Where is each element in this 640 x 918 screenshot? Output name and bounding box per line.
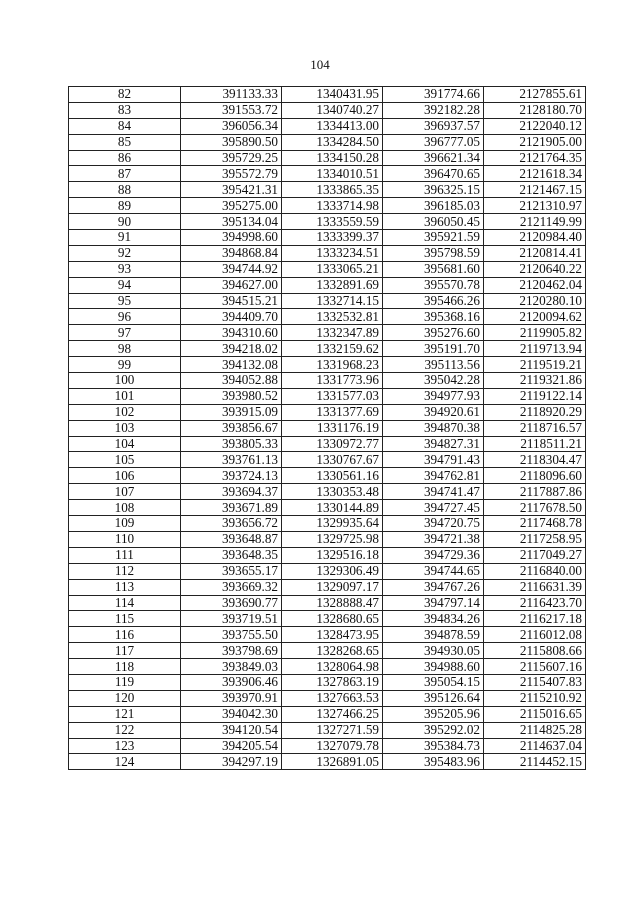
coordinate-cell: 1332159.62: [282, 341, 383, 357]
point-number-cell: 120: [69, 690, 181, 706]
coordinate-cell: 1329935.64: [282, 516, 383, 532]
table-row: [69, 531, 586, 547]
page-number: 104: [310, 57, 330, 72]
point-number-cell: 85: [69, 134, 181, 150]
table-row: [69, 595, 586, 611]
point-number-cell: 115: [69, 611, 181, 627]
point-number-cell: 103: [69, 420, 181, 436]
coordinate-cell: 394834.26: [383, 611, 484, 627]
coordinate-cell: 2122040.12: [484, 118, 586, 134]
table-row: [69, 611, 586, 627]
coordinate-cell: 2115808.66: [484, 643, 586, 659]
table-row: [69, 261, 586, 277]
table-row: [69, 468, 586, 484]
table-row: [69, 341, 586, 357]
coordinate-cell: 395384.73: [383, 738, 484, 754]
coordinate-cell: 1327663.53: [282, 690, 383, 706]
table-row: [69, 102, 586, 118]
point-number-cell: 117: [69, 643, 181, 659]
coordinate-cell: 1333234.51: [282, 245, 383, 261]
coordinate-cell: 1334010.51: [282, 166, 383, 182]
coordinate-cell: 393798.69: [181, 643, 282, 659]
table-row: [69, 547, 586, 563]
table-row: [69, 357, 586, 373]
coordinate-cell: 394920.61: [383, 404, 484, 420]
table-row: [69, 659, 586, 675]
coordinate-cell: 395570.78: [383, 277, 484, 293]
coordinate-cell: 2114825.28: [484, 722, 586, 738]
table-row: [69, 579, 586, 595]
coordinate-cell: 393805.33: [181, 436, 282, 452]
coordinate-cell: 1333714.98: [282, 198, 383, 214]
table-row: [69, 198, 586, 214]
coordinate-cell: 394988.60: [383, 659, 484, 675]
coordinate-cell: 1328064.98: [282, 659, 383, 675]
table-row: [69, 134, 586, 150]
coordinate-cell: 2116217.18: [484, 611, 586, 627]
coordinate-cell: 2118096.60: [484, 468, 586, 484]
coordinate-cell: 394762.81: [383, 468, 484, 484]
coordinate-cell: 2120640.22: [484, 261, 586, 277]
point-number-cell: 84: [69, 118, 181, 134]
coordinate-cell: 394741.47: [383, 484, 484, 500]
coordinate-cell: 2120094.62: [484, 309, 586, 325]
coordinate-cell: 2117887.86: [484, 484, 586, 500]
table-row: [69, 643, 586, 659]
table-row: [69, 388, 586, 404]
coordinate-cell: 393849.03: [181, 659, 282, 675]
point-number-cell: 118: [69, 659, 181, 675]
coordinate-cell: 2117468.78: [484, 516, 586, 532]
table-row: [69, 738, 586, 754]
coordinate-cell: 2121310.97: [484, 198, 586, 214]
coordinate-cell: 2114637.04: [484, 738, 586, 754]
coordinate-cell: 394310.60: [181, 325, 282, 341]
coordinate-cell: 2119905.82: [484, 325, 586, 341]
point-number-cell: 82: [69, 87, 181, 103]
point-number-cell: 110: [69, 531, 181, 547]
coordinate-cell: 2114452.15: [484, 754, 586, 770]
point-number-cell: 104: [69, 436, 181, 452]
coordinate-cell: 1340740.27: [282, 102, 383, 118]
coordinate-cell: 2118511.21: [484, 436, 586, 452]
coordinate-cell: 394868.84: [181, 245, 282, 261]
coordinate-cell: 1332891.69: [282, 277, 383, 293]
point-number-cell: 98: [69, 341, 181, 357]
coordinate-cell: 391553.72: [181, 102, 282, 118]
point-number-cell: 108: [69, 500, 181, 516]
table-row: [69, 325, 586, 341]
table-row: [69, 722, 586, 738]
coordinate-cell: 395276.60: [383, 325, 484, 341]
coordinate-cell: 393761.13: [181, 452, 282, 468]
coordinate-cell: 393906.46: [181, 674, 282, 690]
coordinate-cell: 1340431.95: [282, 87, 383, 103]
coordinate-cell: 1331377.69: [282, 404, 383, 420]
coordinate-cell: 1331773.96: [282, 373, 383, 389]
point-number-cell: 113: [69, 579, 181, 595]
coordinate-cell: 2115016.65: [484, 706, 586, 722]
coordinate-cell: 396621.34: [383, 150, 484, 166]
table-row: [69, 674, 586, 690]
coordinate-cell: 395042.28: [383, 373, 484, 389]
table-row: [69, 373, 586, 389]
point-number-cell: 87: [69, 166, 181, 182]
coordinate-cell: 2115210.92: [484, 690, 586, 706]
coordinate-cell: 394205.54: [181, 738, 282, 754]
coordinate-cell: 394297.19: [181, 754, 282, 770]
coordinate-cell: 1328680.65: [282, 611, 383, 627]
coordinate-cell: 394977.93: [383, 388, 484, 404]
table-row: [69, 500, 586, 516]
coordinate-cell: 393655.17: [181, 563, 282, 579]
coordinate-cell: 1329306.49: [282, 563, 383, 579]
coordinate-cell: 394515.21: [181, 293, 282, 309]
coordinate-cell: 2117049.27: [484, 547, 586, 563]
coordinate-cell: 394218.02: [181, 341, 282, 357]
coordinate-cell: 395126.64: [383, 690, 484, 706]
point-number-cell: 119: [69, 674, 181, 690]
table-row: [69, 245, 586, 261]
table-row: [69, 277, 586, 293]
table-row: [69, 690, 586, 706]
coordinate-cell: 393669.32: [181, 579, 282, 595]
coordinate-cell: 2117258.95: [484, 531, 586, 547]
coordinate-cell: 393719.51: [181, 611, 282, 627]
coordinate-cell: 396056.34: [181, 118, 282, 134]
coordinate-cell: 394721.38: [383, 531, 484, 547]
point-number-cell: 91: [69, 230, 181, 246]
coordinate-cell: 1329725.98: [282, 531, 383, 547]
coordinate-cell: 1327863.19: [282, 674, 383, 690]
coordinate-cell: 393970.91: [181, 690, 282, 706]
coordinate-cell: 396777.05: [383, 134, 484, 150]
coordinate-cell: 394729.36: [383, 547, 484, 563]
coordinate-cell: 1331577.03: [282, 388, 383, 404]
table-row: [69, 706, 586, 722]
coordinate-cell: 393690.77: [181, 595, 282, 611]
coordinate-cell: 1330767.67: [282, 452, 383, 468]
coordinate-cell: 395275.00: [181, 198, 282, 214]
table-row: [69, 309, 586, 325]
point-number-cell: 109: [69, 516, 181, 532]
coordinate-cell: 2118304.47: [484, 452, 586, 468]
coordinate-cell: 1330972.77: [282, 436, 383, 452]
coordinate-cell: 393980.52: [181, 388, 282, 404]
coordinate-cell: 1332532.81: [282, 309, 383, 325]
coordinate-cell: 1328473.95: [282, 627, 383, 643]
point-number-cell: 96: [69, 309, 181, 325]
table-row: [69, 452, 586, 468]
point-number-cell: 122: [69, 722, 181, 738]
coordinate-cell: 1334413.00: [282, 118, 383, 134]
point-number-cell: 124: [69, 754, 181, 770]
coordinate-cell: 394797.14: [383, 595, 484, 611]
coordinate-cell: 395054.15: [383, 674, 484, 690]
table-row: [69, 754, 586, 770]
point-number-cell: 83: [69, 102, 181, 118]
table-row: [69, 166, 586, 182]
coordinate-cell: 396470.65: [383, 166, 484, 182]
table-row: [69, 436, 586, 452]
table-row: [69, 563, 586, 579]
coordinate-cell: 391774.66: [383, 87, 484, 103]
coordinate-cell: 394767.26: [383, 579, 484, 595]
coordinate-cell: 2119321.86: [484, 373, 586, 389]
coordinate-cell: 393694.37: [181, 484, 282, 500]
coordinate-cell: 394744.92: [181, 261, 282, 277]
coordinate-cell: 394132.08: [181, 357, 282, 373]
point-number-cell: 95: [69, 293, 181, 309]
coordinate-cell: 393648.35: [181, 547, 282, 563]
point-number-cell: 90: [69, 214, 181, 230]
coordinate-cell: 2118920.29: [484, 404, 586, 420]
table-row: [69, 516, 586, 532]
coordinate-cell: 395113.56: [383, 357, 484, 373]
coordinate-cell: 2120814.41: [484, 245, 586, 261]
coordinate-cell: 1329097.17: [282, 579, 383, 595]
coordinate-cell: 396050.45: [383, 214, 484, 230]
coordinate-cell: 2121618.34: [484, 166, 586, 182]
coordinate-cell: 2119713.94: [484, 341, 586, 357]
coordinate-cell: 2115407.83: [484, 674, 586, 690]
coordinate-cell: 2118716.57: [484, 420, 586, 436]
coordinate-cell: 395421.31: [181, 182, 282, 198]
coordinate-cell: 392182.28: [383, 102, 484, 118]
coordinate-cell: 395921.59: [383, 230, 484, 246]
coordinate-cell: 394720.75: [383, 516, 484, 532]
coordinate-cell: 395890.50: [181, 134, 282, 150]
coordinate-cell: 1332347.89: [282, 325, 383, 341]
coordinate-cell: 395191.70: [383, 341, 484, 357]
point-number-cell: 116: [69, 627, 181, 643]
point-number-cell: 114: [69, 595, 181, 611]
coordinate-cell: 396937.57: [383, 118, 484, 134]
coordinate-cell: 2120984.40: [484, 230, 586, 246]
point-number-cell: 99: [69, 357, 181, 373]
table-row: [69, 150, 586, 166]
coordinate-cell: 393648.87: [181, 531, 282, 547]
point-number-cell: 97: [69, 325, 181, 341]
coordinate-cell: 395729.25: [181, 150, 282, 166]
point-number-cell: 123: [69, 738, 181, 754]
coordinate-cell: 395483.96: [383, 754, 484, 770]
coordinate-cell: 394727.45: [383, 500, 484, 516]
coordinate-cell: 1327271.59: [282, 722, 383, 738]
table-row: [69, 484, 586, 500]
coordinate-cell: 2117678.50: [484, 500, 586, 516]
coordinate-cell: 2121149.99: [484, 214, 586, 230]
table-row: [69, 214, 586, 230]
coordinate-cell: 1328268.65: [282, 643, 383, 659]
point-number-cell: 100: [69, 373, 181, 389]
coordinate-cell: 1330561.16: [282, 468, 383, 484]
table-row: [69, 420, 586, 436]
coordinate-cell: 395798.59: [383, 245, 484, 261]
coordinate-cell: 391133.33: [181, 87, 282, 103]
coordinate-cell: 1333865.35: [282, 182, 383, 198]
coordinate-cell: 394827.31: [383, 436, 484, 452]
point-number-cell: 121: [69, 706, 181, 722]
coordinate-cell: 395368.16: [383, 309, 484, 325]
coordinate-cell: 395205.96: [383, 706, 484, 722]
table-row: [69, 404, 586, 420]
table-row: [69, 118, 586, 134]
coordinate-cell: 2116840.00: [484, 563, 586, 579]
coordinate-cell: 2120280.10: [484, 293, 586, 309]
coordinate-cell: 393724.13: [181, 468, 282, 484]
coordinate-cell: 394052.88: [181, 373, 282, 389]
point-number-cell: 88: [69, 182, 181, 198]
coordinate-cell: 396185.03: [383, 198, 484, 214]
point-number-cell: 93: [69, 261, 181, 277]
point-number-cell: 102: [69, 404, 181, 420]
coordinate-cell: 394409.70: [181, 309, 282, 325]
coordinate-cell: 395681.60: [383, 261, 484, 277]
coordinate-cell: 1333559.59: [282, 214, 383, 230]
coordinate-cell: 1329516.18: [282, 547, 383, 563]
coordinate-cell: 2119519.21: [484, 357, 586, 373]
coordinate-cell: 2119122.14: [484, 388, 586, 404]
coordinate-cell: 395466.26: [383, 293, 484, 309]
coordinate-cell: 394870.38: [383, 420, 484, 436]
coordinate-cell: 2128180.70: [484, 102, 586, 118]
point-number-cell: 106: [69, 468, 181, 484]
coordinate-cell: 1330144.89: [282, 500, 383, 516]
point-number-cell: 112: [69, 563, 181, 579]
coordinate-cell: 393915.09: [181, 404, 282, 420]
table-row: [69, 87, 586, 103]
coordinate-cell: 1327079.78: [282, 738, 383, 754]
table-row: [69, 182, 586, 198]
coordinate-cell: 395134.04: [181, 214, 282, 230]
coordinate-cell: 1333399.37: [282, 230, 383, 246]
coordinate-cell: 394930.05: [383, 643, 484, 659]
point-number-cell: 107: [69, 484, 181, 500]
table-row: [69, 293, 586, 309]
point-number-cell: 92: [69, 245, 181, 261]
coordinate-cell: 1331176.19: [282, 420, 383, 436]
point-number-cell: 86: [69, 150, 181, 166]
point-number-cell: 105: [69, 452, 181, 468]
coordinate-cell: 1333065.21: [282, 261, 383, 277]
coordinate-cell: 393856.67: [181, 420, 282, 436]
point-number-cell: 111: [69, 547, 181, 563]
coordinate-cell: 394042.30: [181, 706, 282, 722]
coordinate-cell: 394791.43: [383, 452, 484, 468]
coordinate-cell: 393755.50: [181, 627, 282, 643]
coordinate-cell: 394878.59: [383, 627, 484, 643]
coordinate-cell: 1328888.47: [282, 595, 383, 611]
coordinate-cell: 1327466.25: [282, 706, 383, 722]
coordinate-cell: 393671.89: [181, 500, 282, 516]
coordinate-cell: 394998.60: [181, 230, 282, 246]
coordinate-cell: 2116012.08: [484, 627, 586, 643]
coordinate-cell: 395572.79: [181, 166, 282, 182]
coordinate-cell: 2116423.70: [484, 595, 586, 611]
point-number-cell: 89: [69, 198, 181, 214]
coordinate-cell: 393656.72: [181, 516, 282, 532]
coordinates-table: [68, 86, 586, 770]
coordinate-cell: 1332714.15: [282, 293, 383, 309]
coordinate-cell: 2121905.00: [484, 134, 586, 150]
coordinate-cell: 395292.02: [383, 722, 484, 738]
table-row: [69, 627, 586, 643]
coordinate-cell: 1331968.23: [282, 357, 383, 373]
coordinate-cell: 2127855.61: [484, 87, 586, 103]
coordinate-cell: 2120462.04: [484, 277, 586, 293]
coordinate-cell: 2116631.39: [484, 579, 586, 595]
coordinate-cell: 1330353.48: [282, 484, 383, 500]
coordinate-cell: 394744.65: [383, 563, 484, 579]
coordinate-cell: 2121764.35: [484, 150, 586, 166]
coordinate-cell: 1334284.50: [282, 134, 383, 150]
coordinate-cell: 2121467.15: [484, 182, 586, 198]
point-number-cell: 94: [69, 277, 181, 293]
coordinate-cell: 2115607.16: [484, 659, 586, 675]
table-row: [69, 230, 586, 246]
point-number-cell: 101: [69, 388, 181, 404]
coordinate-cell: 394627.00: [181, 277, 282, 293]
coordinate-cell: 396325.15: [383, 182, 484, 198]
coordinate-cell: 394120.54: [181, 722, 282, 738]
coordinate-cell: 1326891.05: [282, 754, 383, 770]
coordinate-cell: 1334150.28: [282, 150, 383, 166]
